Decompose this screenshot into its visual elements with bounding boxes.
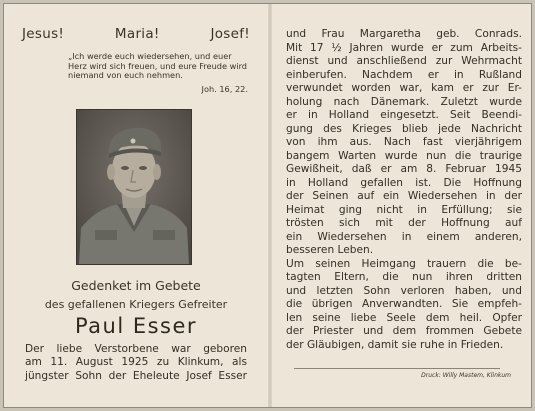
invocation-maria: Maria! — [114, 26, 160, 42]
text-line: Um seinen Heimgang trauern die be- — [286, 257, 522, 270]
text-line: verwundet worden war, kam er zur Er- — [286, 82, 522, 94]
bible-reference: Joh. 16, 22. — [201, 84, 248, 94]
invocation-jesus: Jesus! — [22, 26, 65, 42]
text-line: Gewißheit, daß er am 8. Februar 1945 — [286, 163, 522, 175]
text-line: und Frau Margaretha geb. Conrads. — [286, 28, 522, 40]
text-line: holung nach Dänemark. Zuletzt wurde — [286, 95, 522, 108]
printer-divider — [294, 368, 500, 369]
bible-quote: „Ich werde euch wiedersehen, und euer Herz wird sich freuen, und eure Freude wird niemand von euch nehmen. — [68, 51, 247, 81]
heading-remember: Gedenket im Gebete — [71, 278, 201, 293]
text-line: tagten Eltern, die nun ihren dritten — [286, 271, 522, 283]
text-line: gung des Krieges blieb jede Nachricht — [286, 122, 522, 135]
text-line: der Gläubigen, damit sie ruhe in Frieden. — [286, 338, 504, 351]
biography-start — [25, 343, 247, 383]
heading-fallen-soldier: des gefallenen Kriegers Gefreiter — [44, 298, 228, 311]
soldier-portrait-icon — [77, 110, 191, 264]
text-line: Der liebe Verstorbene war geboren — [25, 343, 247, 355]
text-line: ein Wiedersehen in einem anderen, — [286, 230, 522, 243]
biography-continued — [286, 28, 522, 352]
text-line: er in Holland eingesetzt. Seit Beendi- — [286, 109, 522, 121]
text-line: in Holland gefallen ist. Die Hoffnung — [286, 176, 522, 189]
text-line: bangem Warten wurde nun die traurige — [286, 149, 522, 162]
left-panel — [4, 4, 268, 407]
text-line: Heimat ging nicht in Erfüllung; sie — [286, 203, 522, 216]
text-line: und letzten Sohn verloren haben, und — [286, 284, 522, 297]
printer-credit: Druck: Willy Mastem, Klinkum — [421, 372, 511, 379]
text-line: von ihm aus. Nach fast vierjährigem — [286, 136, 522, 148]
deceased-name: Paul Esser — [74, 314, 198, 338]
right-panel — [272, 4, 533, 407]
text-line: trösten sich mit der Hoffnung auf — [286, 217, 522, 229]
text-line: die übrigen Anverwandten. Sie empfeh- — [286, 298, 522, 310]
text-line: jüngster Sohn der Eheleute Josef Esser — [25, 369, 247, 382]
soldier-portrait-photo — [76, 109, 192, 265]
memorial-card — [3, 3, 532, 408]
text-line: len seine liebe Seele dem heil. Opfer — [286, 311, 522, 324]
text-line: besseren Leben. — [286, 244, 374, 256]
text-line: Mit 17 ½ Jahren wurde er zum Arbeits- — [286, 41, 522, 54]
text-line: am 11. August 1925 zu Klinkum, als — [25, 356, 247, 369]
text-line: der Seinen auf ein Wiedersehen in der — [286, 190, 522, 202]
text-line: einberufen. Nachdem er in Rußland — [286, 68, 522, 81]
text-line: der Priester und dem frommen Gebete — [286, 325, 522, 337]
invocation-line — [22, 26, 250, 42]
invocation-josef: Josef! — [210, 26, 250, 42]
text-line: dienst und anschließend zur Wehrmacht — [286, 55, 522, 67]
